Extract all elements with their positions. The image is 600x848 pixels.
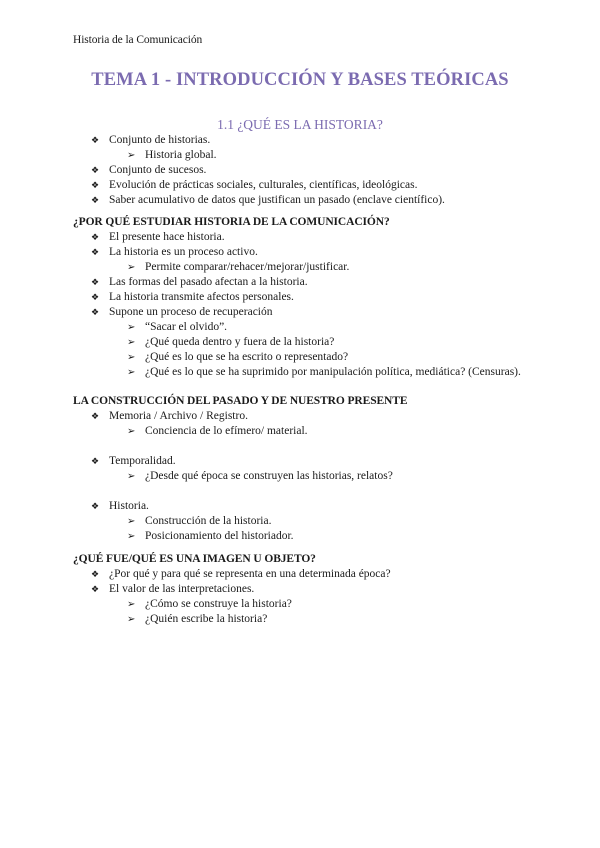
bullet-icon: ❖ [91, 569, 100, 579]
list-item-text: ¿Por qué y para qué se representa en una determinada época? [109, 568, 391, 580]
list-item [73, 582, 533, 597]
sub-list-item [73, 260, 533, 275]
section-construccion-del-pasado [73, 394, 533, 544]
arrow-bullet-icon: ➢ [127, 322, 136, 333]
document-body [73, 133, 533, 627]
sub-list-item [73, 424, 533, 439]
sub-list-item [73, 514, 533, 529]
list-item-text: Historia. [109, 500, 149, 512]
section-por-que-estudiar [73, 215, 533, 380]
list-item [73, 193, 533, 208]
section-que-es-la-historia [73, 133, 533, 208]
running-header: Historia de la Comunicación [73, 34, 203, 46]
arrow-bullet-icon: ➢ [127, 531, 136, 542]
list-item-text: Posicionamiento del historiador. [145, 530, 294, 542]
sub-list-item [73, 335, 533, 350]
arrow-bullet-icon: ➢ [127, 516, 136, 527]
list-item-text: Memoria / Archivo / Registro. [109, 410, 248, 422]
bullet-icon: ❖ [91, 501, 100, 511]
list-item-text: Temporalidad. [109, 455, 176, 467]
section-heading: ¿POR QUÉ ESTUDIAR HISTORIA DE LA COMUNICACIÓN? [73, 216, 390, 228]
list-item-text: Conjunto de historias. [109, 134, 211, 146]
list-item [73, 245, 533, 260]
list-item-text: Historia global. [145, 149, 217, 161]
list-item-text: ¿Cómo se construye la historia? [145, 598, 292, 610]
list-item-text: ¿Quién escribe la historia? [145, 613, 268, 625]
list-item-text: “Sacar el olvido”. [145, 321, 228, 333]
list-item [73, 567, 533, 582]
arrow-bullet-icon: ➢ [127, 262, 136, 273]
list-item [73, 454, 533, 469]
bullet-icon: ❖ [91, 277, 100, 287]
list-item-text: El presente hace historia. [109, 231, 225, 243]
list-item [73, 230, 533, 245]
list-item-text: Saber acumulativo de datos que justifican un pasado (enclave científico). [109, 194, 445, 206]
list-item-text: Conciencia de lo efímero/ material. [145, 425, 308, 437]
sub-list-item [73, 148, 533, 163]
bullet-icon: ❖ [91, 135, 100, 145]
list-item-text: Las formas del pasado afectan a la historia. [109, 276, 308, 288]
section-imagen-u-objeto [73, 552, 533, 627]
arrow-bullet-icon: ➢ [127, 599, 136, 610]
list-item-text: Evolución de prácticas sociales, culturales, científicas, ideológicas. [109, 179, 418, 191]
section-subtitle: 1.1 ¿QUÉ ES LA HISTORIA? [217, 117, 383, 132]
sub-list-item [73, 320, 533, 335]
list-item-text: La historia transmite afectos personales. [109, 291, 294, 303]
bullet-icon: ❖ [91, 232, 100, 242]
sub-list-item [73, 529, 533, 544]
list-item-text: ¿Qué es lo que se ha suprimido por manipulación política, mediática? (Censuras). [145, 366, 521, 378]
sub-list-item [73, 597, 533, 612]
arrow-bullet-icon: ➢ [127, 426, 136, 437]
list-item [73, 409, 533, 424]
sub-list-item [73, 612, 533, 627]
section-heading: ¿QUÉ FUE/QUÉ ES UNA IMAGEN U OBJETO? [73, 553, 316, 565]
bullet-icon: ❖ [91, 292, 100, 302]
bullet-icon: ❖ [91, 456, 100, 466]
list-item-text: La historia es un proceso activo. [109, 246, 258, 258]
arrow-bullet-icon: ➢ [127, 614, 136, 625]
list-item [73, 163, 533, 178]
list-item-text: ¿Desde qué época se construyen las historias, relatos? [145, 470, 393, 482]
bullet-icon: ❖ [91, 307, 100, 317]
list-item [73, 290, 533, 305]
list-item [73, 133, 533, 148]
arrow-bullet-icon: ➢ [127, 150, 136, 161]
bullet-icon: ❖ [91, 411, 100, 421]
page-title: TEMA 1 - INTRODUCCIÓN Y BASES TEÓRICAS [91, 70, 509, 90]
list-item-text: ¿Qué es lo que se ha escrito o representado? [145, 351, 349, 363]
bullet-icon: ❖ [91, 165, 100, 175]
list-item-text: El valor de las interpretaciones. [109, 583, 255, 595]
list-item-text: Conjunto de sucesos. [109, 164, 207, 176]
list-item [73, 499, 533, 514]
bullet-icon: ❖ [91, 584, 100, 594]
sub-list-item [73, 365, 533, 380]
bullet-icon: ❖ [91, 195, 100, 205]
arrow-bullet-icon: ➢ [127, 352, 136, 363]
section-heading: LA CONSTRUCCIÓN DEL PASADO Y DE NUESTRO PRESENTE [73, 395, 408, 407]
sub-list-item [73, 350, 533, 365]
list-item [73, 178, 533, 193]
sub-list-item [73, 469, 533, 484]
list-item [73, 305, 533, 320]
arrow-bullet-icon: ➢ [127, 367, 136, 378]
list-item-text: Supone un proceso de recuperación [109, 306, 273, 318]
arrow-bullet-icon: ➢ [127, 337, 136, 348]
bullet-icon: ❖ [91, 180, 100, 190]
arrow-bullet-icon: ➢ [127, 471, 136, 482]
bullet-icon: ❖ [91, 247, 100, 257]
list-item-text: Construcción de la historia. [145, 515, 272, 527]
list-item-text: ¿Qué queda dentro y fuera de la historia? [145, 336, 335, 348]
list-item [73, 275, 533, 290]
list-item-text: Permite comparar/rehacer/mejorar/justificar. [145, 261, 350, 273]
